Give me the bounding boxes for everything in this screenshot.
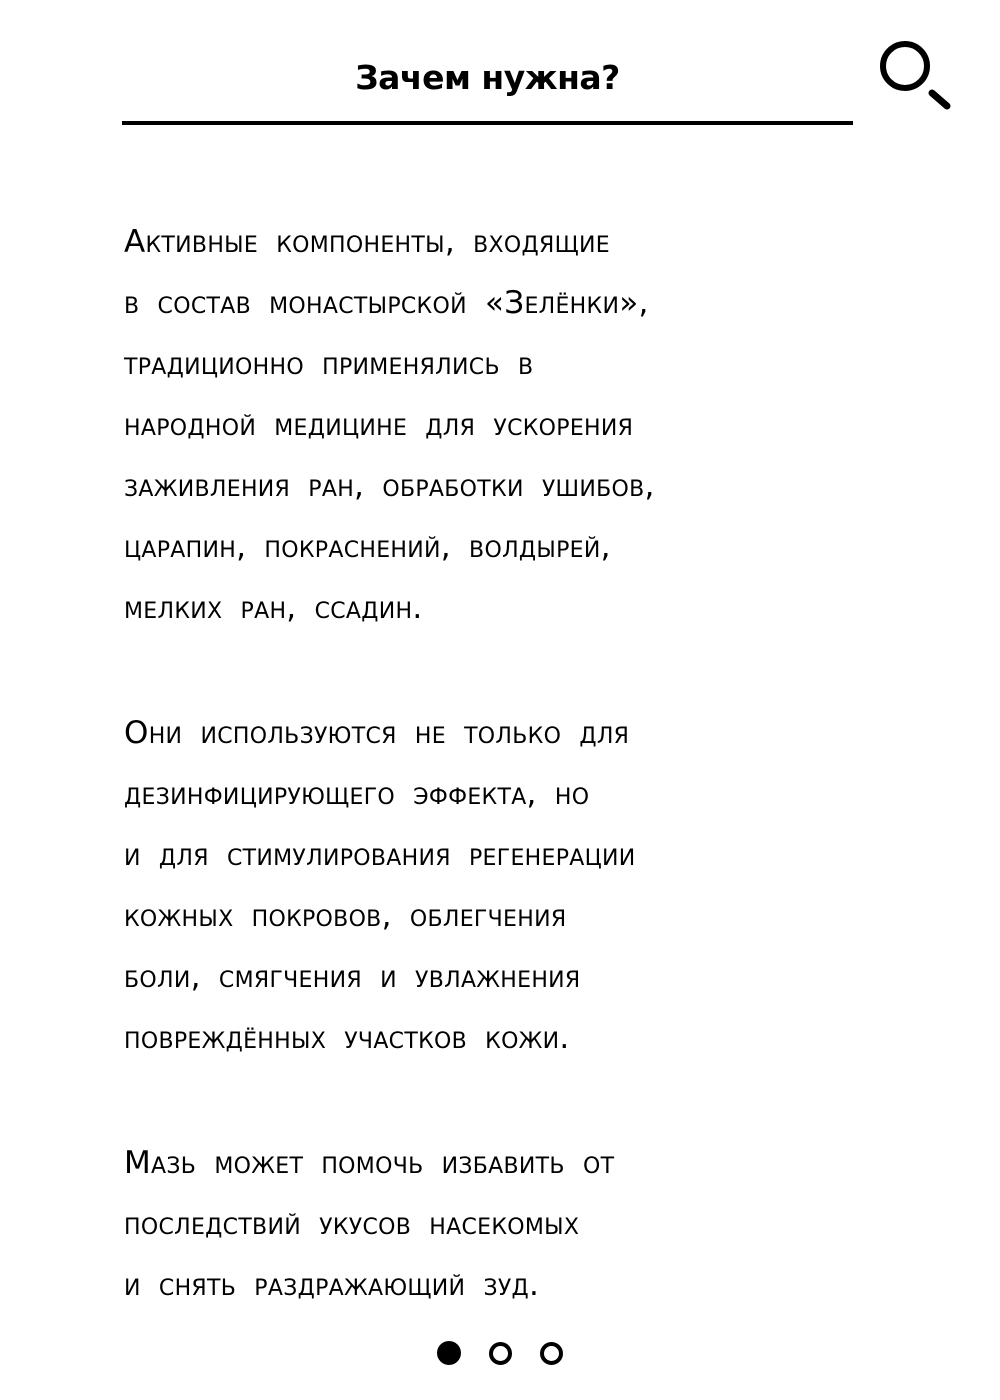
text-line: традиционно применялись в xyxy=(124,346,534,382)
page-title: Зачем нужна? xyxy=(355,58,620,97)
text-line: дезинфицирующего эффекта, но xyxy=(124,776,590,812)
text-line: повреждённых участков кожи. xyxy=(124,1020,570,1056)
page-dot-3[interactable] xyxy=(540,1342,563,1365)
title-underline-divider xyxy=(122,121,853,125)
text-line: и для стимулирования регенерации xyxy=(124,837,636,873)
page-dot-1-active[interactable] xyxy=(437,1341,461,1365)
page-indicator xyxy=(0,1341,1000,1371)
text-line: в состав монастырской «Зелёнки», xyxy=(124,285,649,321)
text-line: боли, смягчения и увлажнения xyxy=(124,959,581,995)
text-line: и снять раздражающий зуд. xyxy=(124,1267,540,1303)
text-line: мелких ран, ссадин. xyxy=(124,590,423,626)
text-line: народной медицине для ускорения xyxy=(124,407,634,443)
page-dot-2[interactable] xyxy=(489,1342,512,1365)
text-line: Они используются не только для xyxy=(124,715,630,751)
text-line: Активные компоненты, входящие xyxy=(124,224,610,260)
text-line: царапин, покраснений, волдырей, xyxy=(124,529,611,565)
paragraph-healing xyxy=(124,212,924,639)
paragraph-insect-bites xyxy=(124,1133,924,1316)
search-icon xyxy=(872,36,958,112)
paragraph-regeneration xyxy=(124,703,924,1069)
text-line: Мазь может помочь избавить от xyxy=(124,1145,615,1181)
header xyxy=(122,40,853,130)
text-line: кожных покровов, облегчения xyxy=(124,898,567,934)
content-body xyxy=(124,212,924,1380)
text-line: последствий укусов насекомых xyxy=(124,1206,580,1242)
text-line: заживления ран, обработки ушибов, xyxy=(124,468,655,504)
search-button[interactable] xyxy=(872,36,958,112)
